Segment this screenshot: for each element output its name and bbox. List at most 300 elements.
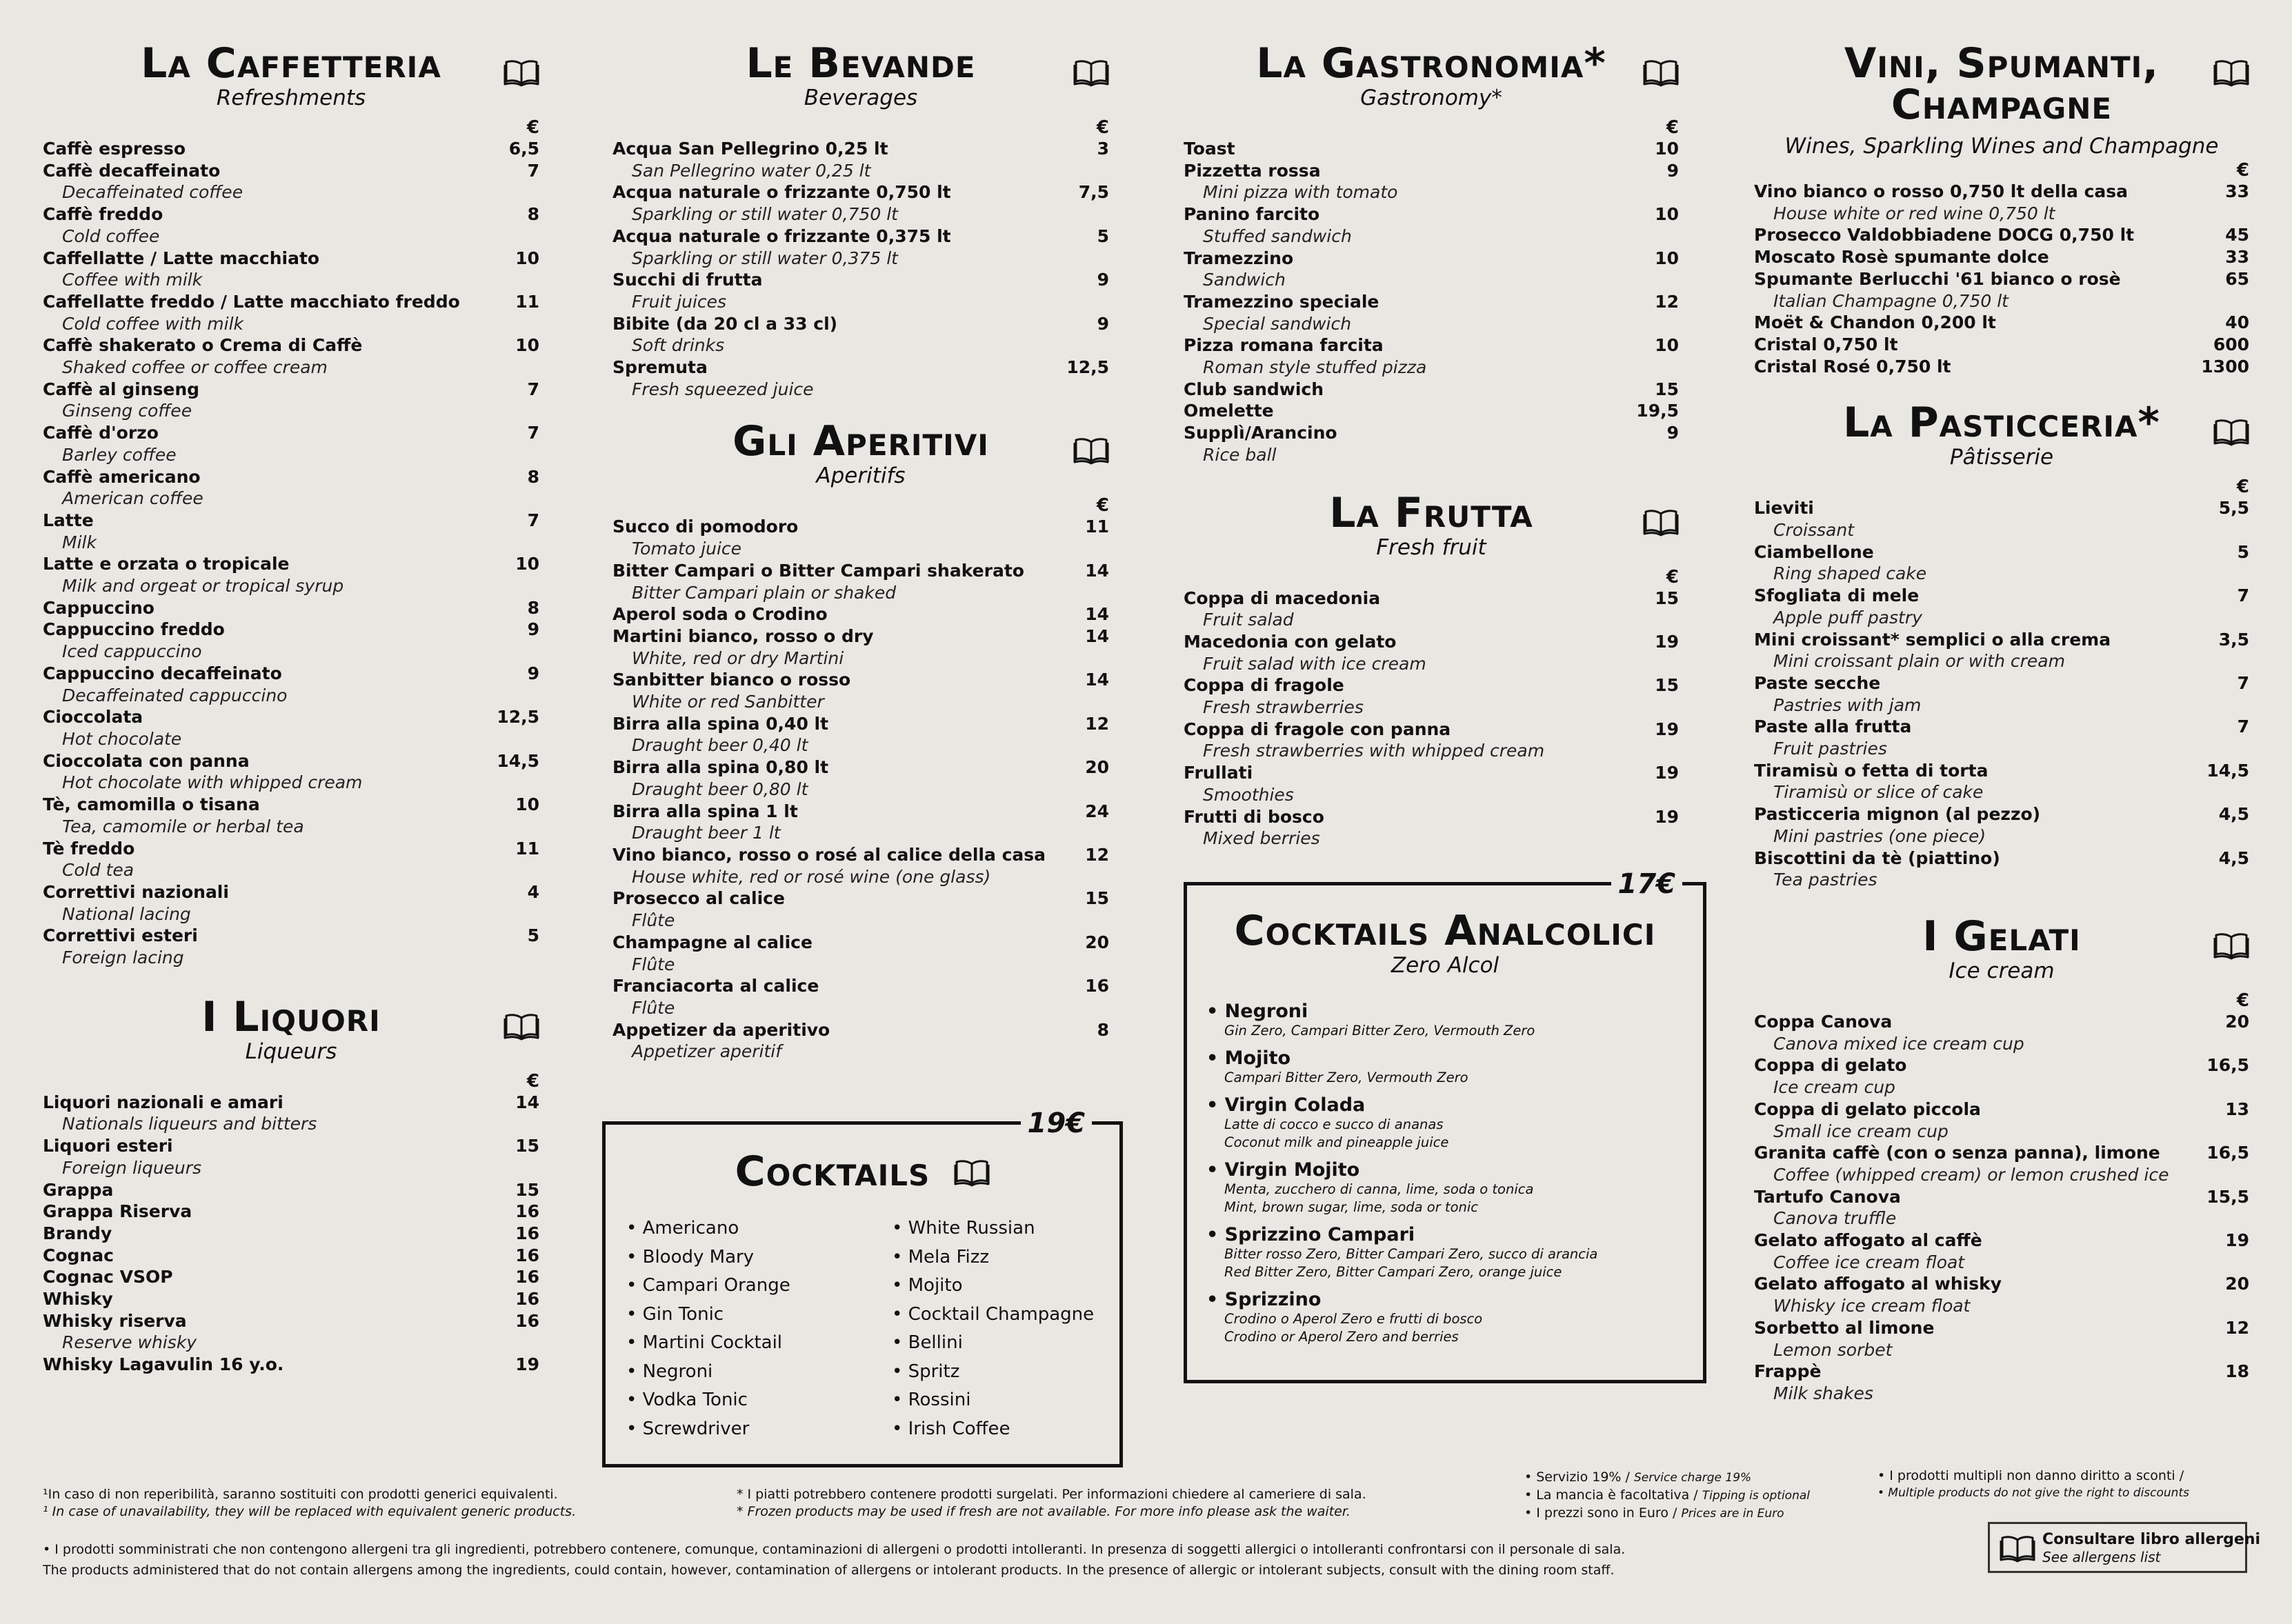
menu-item-row xyxy=(1754,334,2249,356)
cocktails-list-right xyxy=(892,1214,1094,1443)
menu-item-row xyxy=(43,160,539,182)
gelati-items xyxy=(1754,1011,2249,1405)
menu-item xyxy=(43,1092,539,1135)
menu-item-price: 12 xyxy=(1655,291,1679,312)
menu-item xyxy=(612,603,1109,625)
menu-item-name: Succhi di frutta xyxy=(612,270,763,290)
menu-item-price: 14,5 xyxy=(2206,760,2249,781)
menu-item-name: Frappè xyxy=(1754,1361,1822,1382)
prices-en: Prices are in Euro xyxy=(1681,1507,1784,1521)
menu-item-row xyxy=(43,750,539,772)
menu-item-name: Cognac VSOP xyxy=(43,1267,173,1287)
menu-item-name: Caffè d'orzo xyxy=(43,423,159,443)
menu-item-name: Pizza romana farcita xyxy=(1184,335,1384,356)
bevande-section xyxy=(612,0,1109,1063)
menu-item-name: Cognac xyxy=(43,1245,114,1265)
menu-item-translation: Italian Champagne 0,750 lt xyxy=(1773,290,2009,311)
footnote-frozen xyxy=(737,1486,1366,1521)
menu-item-price: 8 xyxy=(527,466,539,487)
menu-item-row xyxy=(43,553,539,575)
menu-item-translation: Foreign lacing xyxy=(62,948,184,968)
menu-item-row xyxy=(1754,1099,2249,1121)
menu-item xyxy=(43,1201,539,1223)
menu-item-price: 11 xyxy=(1085,517,1109,537)
na-cocktail-ingredients: Crodino o Aperol Zero e frutti di bosco xyxy=(1224,1311,1483,1327)
menu-item-row xyxy=(1754,312,2249,334)
menu-item xyxy=(43,379,539,422)
menu-item-price: 5 xyxy=(1097,225,1109,246)
menu-item-name: Biscottini da tè (piattino) xyxy=(1754,848,2000,868)
menu-item xyxy=(1184,203,1679,247)
menu-item xyxy=(612,357,1109,400)
menu-item xyxy=(612,313,1109,357)
menu-item-row xyxy=(1184,334,1679,357)
menu-item xyxy=(43,160,539,203)
allergen-book-icon[interactable] xyxy=(1643,58,1679,87)
menu-item xyxy=(43,466,539,510)
menu-item-row xyxy=(43,379,539,401)
menu-item-name: Tiramisù o fetta di torta xyxy=(1754,760,1989,781)
menu-item-row xyxy=(1754,1142,2249,1164)
menu-item-price: 12,5 xyxy=(497,707,539,728)
menu-item-row xyxy=(43,1288,539,1310)
section-subtitle: Beverages xyxy=(804,86,918,110)
menu-item-row xyxy=(43,1266,539,1288)
menu-item-row xyxy=(43,619,539,641)
currency-label: € xyxy=(2236,477,2249,498)
menu-item xyxy=(43,248,539,291)
menu-item-price: 10 xyxy=(515,794,539,815)
menu-item xyxy=(1754,716,2249,759)
menu-item xyxy=(1754,1317,2249,1361)
allergen-book-icon[interactable] xyxy=(954,1158,990,1187)
caffetteria-header xyxy=(43,39,539,112)
menu-item-row xyxy=(1184,806,1679,828)
na-cocktail-item xyxy=(1206,1290,1597,1346)
menu-item-row xyxy=(1754,181,2249,203)
menu-item-name: Paste alla frutta xyxy=(1754,716,1912,737)
allergen-book-icon[interactable] xyxy=(1643,508,1679,537)
menu-item-price: 10 xyxy=(1655,204,1679,225)
menu-item xyxy=(1754,1273,2249,1316)
menu-item xyxy=(1184,248,1679,291)
allergen-book-icon[interactable] xyxy=(2213,58,2249,87)
menu-item-row xyxy=(1754,1054,2249,1076)
menu-item-price: 12 xyxy=(1085,713,1109,734)
menu-item-row xyxy=(1754,848,2249,870)
menu-item-row xyxy=(1184,400,1679,422)
menu-item xyxy=(43,422,539,465)
cocktail-item: • Mela Fizz xyxy=(892,1246,990,1267)
menu-item-name: Birra alla spina 0,40 lt xyxy=(612,713,829,734)
pasticceria-items xyxy=(1754,497,2249,891)
discounts-en: • Multiple products do not give the right to discounts xyxy=(1877,1486,2189,1500)
menu-item-row xyxy=(43,466,539,488)
menu-item-price: 33 xyxy=(2225,247,2249,268)
menu-item-translation: Milk xyxy=(62,532,97,552)
menu-item-price: 19 xyxy=(1655,763,1679,783)
menu-item-price: 12 xyxy=(1085,844,1109,865)
menu-item-name: Moët & Chandon 0,200 lt xyxy=(1754,312,1996,333)
menu-item xyxy=(43,619,539,662)
menu-item-translation: Fruit pastries xyxy=(1773,739,1887,759)
menu-item-price: 14 xyxy=(1085,560,1109,581)
menu-item-name: Bibite (da 20 cl a 33 cl) xyxy=(612,313,838,334)
menu-item-price: 16 xyxy=(515,1289,539,1310)
menu-item-name: Cappuccino freddo xyxy=(43,619,225,640)
section-subtitle: Gastronomy* xyxy=(1360,86,1502,110)
menu-item-translation: Barley coffee xyxy=(62,444,177,465)
menu-item-row xyxy=(1754,1273,2249,1295)
cocktail-item: • Screwdriver xyxy=(626,1418,750,1439)
menu-item-translation: Bitter Campari plain or shaked xyxy=(632,582,897,603)
analcolici-price: 17€ xyxy=(1611,867,1683,901)
menu-item xyxy=(1184,138,1679,160)
menu-item xyxy=(1754,848,2249,891)
menu-item-translation: Coffee with milk xyxy=(62,270,203,290)
menu-item-translation: Flûte xyxy=(632,910,675,931)
menu-item-price: 16 xyxy=(515,1267,539,1287)
currency-label: € xyxy=(2236,160,2249,181)
menu-item-price: 19 xyxy=(515,1354,539,1375)
menu-item-row xyxy=(612,269,1109,291)
menu-item-price: 9 xyxy=(527,619,539,640)
section-title-line1: Vini, Spumanti, xyxy=(1844,39,2160,88)
menu-item-translation: Mini croissant plain or with cream xyxy=(1773,651,2065,672)
menu-item-translation: Coffee ice cream float xyxy=(1773,1252,1965,1272)
menu-item-row xyxy=(43,248,539,270)
menu-item-row xyxy=(612,801,1109,823)
menu-item-price: 14 xyxy=(1085,604,1109,625)
menu-item xyxy=(1184,719,1679,762)
menu-item-price: 7 xyxy=(2237,672,2249,693)
cocktail-item: • Martini Cocktail xyxy=(626,1332,783,1353)
allergen-book-icon[interactable] xyxy=(1073,58,1109,87)
allergen-book-icon[interactable] xyxy=(2213,417,2249,446)
menu-item-row xyxy=(1184,291,1679,313)
menu-item-name: Sanbitter bianco o rosso xyxy=(612,670,851,690)
cocktail-item: • Spritz xyxy=(892,1361,960,1382)
menu-item-translation: Whisky ice cream float xyxy=(1773,1296,1971,1316)
menu-item-price: 15 xyxy=(515,1136,539,1156)
menu-item-row xyxy=(1184,203,1679,225)
menu-item-translation: Croissant xyxy=(1773,520,1854,541)
na-cocktail-ingredients: Bitter rosso Zero, Bitter Campari Zero, succo di arancia xyxy=(1224,1246,1598,1262)
cocktail-item: • Irish Coffee xyxy=(892,1418,1010,1439)
currency-label: € xyxy=(1666,117,1679,138)
menu-item-price: 16 xyxy=(1085,976,1109,996)
menu-item xyxy=(612,181,1109,225)
menu-item-name: Acqua naturale o frizzante 0,750 lt xyxy=(612,182,951,203)
menu-item-row xyxy=(1754,716,2249,738)
menu-item xyxy=(43,838,539,881)
menu-item-row xyxy=(43,838,539,860)
menu-item xyxy=(1754,629,2249,672)
menu-item-translation: Mini pizza with tomato xyxy=(1203,182,1398,203)
service-charge-it: • Servizio 19% / xyxy=(1524,1470,1634,1485)
menu-item-price: 16,5 xyxy=(2206,1055,2249,1076)
menu-item xyxy=(43,1179,539,1201)
menu-item-row xyxy=(43,1223,539,1245)
footnote-unavailability xyxy=(43,1486,576,1521)
menu-item-row xyxy=(43,1354,539,1376)
menu-item-name: Frutti di bosco xyxy=(1184,806,1324,827)
menu-item-row xyxy=(612,844,1109,866)
menu-item xyxy=(612,516,1109,559)
menu-item-row xyxy=(1754,1186,2249,1208)
allergen-book-icon[interactable] xyxy=(504,1012,539,1041)
gelati-header xyxy=(1754,912,2249,985)
pasticceria-header xyxy=(1754,399,2249,471)
menu-item-name: Gelato affogato al caffè xyxy=(1754,1230,1982,1251)
menu-item-name: Tè, camomilla o tisana xyxy=(43,794,260,815)
menu-item-name: Toast xyxy=(1184,139,1235,159)
menu-item-price: 8 xyxy=(527,204,539,225)
caffetteria-items xyxy=(43,138,539,969)
menu-item xyxy=(612,888,1109,931)
menu-item-name: Appetizer da aperitivo xyxy=(612,1019,830,1040)
na-cocktail-name: • Mojito xyxy=(1206,1047,1291,1069)
menu-item-translation: Pastries with jam xyxy=(1773,694,1922,715)
menu-item-translation: Reserve whisky xyxy=(62,1332,197,1353)
menu-item-row xyxy=(1754,541,2249,563)
menu-item-row xyxy=(612,975,1109,997)
menu-item-price: 10 xyxy=(1655,335,1679,356)
menu-item-name: Succo di pomodoro xyxy=(612,517,799,537)
aperitivi-header xyxy=(612,417,1109,490)
menu-item-row xyxy=(612,313,1109,335)
menu-item xyxy=(1184,400,1679,422)
menu-item-price: 33 xyxy=(2225,181,2249,201)
menu-item-price: 7,5 xyxy=(1078,182,1109,203)
menu-item-price: 15 xyxy=(1655,675,1679,696)
menu-item-price: 14 xyxy=(1085,625,1109,646)
menu-item-translation: Cold coffee xyxy=(62,225,160,246)
section-title: Le Bevande xyxy=(746,39,976,88)
currency-label: € xyxy=(1096,117,1109,138)
menu-item xyxy=(43,1288,539,1310)
footnote-it: * I piatti potrebbero contenere prodotti surgelati. Per informazioni chiedere al cameriere di sala. xyxy=(737,1487,1366,1502)
menu-item xyxy=(1754,1230,2249,1273)
gastronomia-section xyxy=(1184,0,1679,850)
menu-item-name: Vino bianco o rosso 0,750 lt della casa xyxy=(1754,181,2129,201)
cocktails-box xyxy=(602,1107,1123,1467)
menu-item-name: Club sandwich xyxy=(1184,379,1324,399)
na-cocktail-ingredients: Gin Zero, Campari Bitter Zero, Vermouth Zero xyxy=(1224,1023,1535,1039)
analcolici-header xyxy=(1187,907,1703,979)
menu-item-name: Latte e orzata o tropicale xyxy=(43,554,290,574)
menu-item-translation: San Pellegrino water 0,25 lt xyxy=(632,160,871,181)
menu-item-price: 9 xyxy=(1666,423,1679,443)
menu-item-translation: White or red Sanbitter xyxy=(632,692,824,712)
menu-item-price: 10 xyxy=(515,248,539,268)
menu-item-price: 7 xyxy=(2237,585,2249,606)
menu-item xyxy=(43,203,539,247)
menu-item-price: 20 xyxy=(1085,757,1109,778)
menu-item-name: Champagne al calice xyxy=(612,932,813,952)
menu-item xyxy=(43,706,539,750)
menu-item xyxy=(612,560,1109,603)
menu-item xyxy=(612,1019,1109,1063)
footnote-service xyxy=(1524,1469,1810,1523)
currency-label: € xyxy=(526,1070,539,1092)
menu-item-name: Cioccolata con panna xyxy=(43,750,250,771)
menu-item-name: Whisky riserva xyxy=(43,1310,187,1331)
menu-item-name: Gelato affogato al whisky xyxy=(1754,1274,2002,1294)
menu-item-translation: Canova truffle xyxy=(1773,1208,1897,1229)
menu-item-name: Granita caffè (con o senza panna), limone xyxy=(1754,1143,2160,1163)
menu-item-name: Ciambellone xyxy=(1754,541,1874,562)
menu-item-row xyxy=(612,138,1109,160)
menu-item-name: Prosecco al calice xyxy=(612,888,785,909)
menu-item-translation: House white or red wine 0,750 lt xyxy=(1773,203,2055,223)
allergen-book-icon[interactable] xyxy=(1073,436,1109,465)
menu-item xyxy=(43,925,539,968)
menu-item-translation: Shaked coffee or coffee cream xyxy=(62,357,328,378)
menu-item-name: Caffè decaffeinato xyxy=(43,160,221,181)
menu-item-row xyxy=(612,181,1109,203)
liquori-header xyxy=(43,992,539,1065)
currency-label: € xyxy=(2236,990,2249,1011)
menu-item-translation: Fresh strawberries with whipped cream xyxy=(1203,741,1545,761)
menu-item xyxy=(1754,1186,2249,1230)
menu-item-row xyxy=(612,1019,1109,1041)
allergen-list-button[interactable] xyxy=(1988,1522,2261,1573)
na-cocktail-name: • Sprizzino Campari xyxy=(1206,1224,1415,1245)
menu-item xyxy=(612,669,1109,712)
menu-item-price: 5 xyxy=(2237,541,2249,562)
section-subtitle: Pâtisserie xyxy=(1949,445,2054,470)
menu-item-row xyxy=(1184,248,1679,270)
menu-item-row xyxy=(1184,762,1679,784)
menu-item-name: Frullati xyxy=(1184,763,1253,783)
menu-item-row xyxy=(1754,1011,2249,1033)
menu-item-name: Franciacorta al calice xyxy=(612,976,819,996)
menu-item-price: 15 xyxy=(515,1179,539,1200)
menu-item-price: 9 xyxy=(1666,160,1679,181)
menu-item xyxy=(43,881,539,925)
menu-item-translation: Decaffeinated cappuccino xyxy=(62,685,288,705)
menu-item-price: 16 xyxy=(515,1245,539,1265)
menu-item-row xyxy=(43,706,539,728)
cocktail-item: • Gin Tonic xyxy=(626,1303,724,1325)
menu-item-translation: Iced cappuccino xyxy=(62,641,202,662)
section-title: La Frutta xyxy=(1329,488,1533,537)
menu-item-row xyxy=(612,516,1109,538)
menu-item-translation: Fresh squeezed juice xyxy=(632,379,814,399)
menu-item-translation: Canova mixed ice cream cup xyxy=(1773,1033,2024,1054)
menu-item xyxy=(612,138,1109,181)
menu-item-price: 8 xyxy=(527,597,539,618)
menu-item-row xyxy=(612,888,1109,910)
menu-item-name: Martini bianco, rosso o dry xyxy=(612,625,874,646)
menu-item xyxy=(612,932,1109,975)
cocktail-item: • Negroni xyxy=(626,1361,713,1382)
menu-item-row xyxy=(1184,138,1679,160)
menu-item-price: 4,5 xyxy=(2218,804,2249,825)
allergen-button-title: Consultare libro allergeni xyxy=(2042,1531,2261,1548)
cocktail-item: • Rossini xyxy=(892,1390,971,1410)
menu-item-name: Sorbetto al limone xyxy=(1754,1317,1935,1338)
menu-item xyxy=(1184,762,1679,805)
menu-item-name: Tartufo Canova xyxy=(1754,1186,1901,1207)
aperitivi-items xyxy=(612,516,1109,1063)
menu-item-name: Latte xyxy=(43,510,94,530)
allergen-book-icon[interactable] xyxy=(504,58,539,87)
menu-item-price: 19 xyxy=(1655,719,1679,739)
menu-item-row xyxy=(43,1092,539,1114)
menu-item-translation: Appetizer aperitif xyxy=(632,1041,782,1062)
menu-item xyxy=(612,269,1109,312)
menu-item xyxy=(612,713,1109,756)
menu-item-name: Caffè shakerato o Crema di Caffè xyxy=(43,335,363,356)
menu-item-name: Spumante Berlucchi '61 bianco o rosè xyxy=(1754,268,2121,289)
menu-item-price: 3,5 xyxy=(2218,629,2249,650)
menu-item-translation: Sparkling or still water 0,750 lt xyxy=(632,204,898,225)
na-cocktail-name: • Sprizzino xyxy=(1206,1289,1322,1310)
menu-item-price: 3 xyxy=(1097,139,1109,159)
menu-item xyxy=(612,225,1109,269)
menu-item-row xyxy=(43,1245,539,1267)
analcolici-box xyxy=(1184,868,1706,1383)
menu-item-price: 16 xyxy=(515,1310,539,1331)
menu-item-row xyxy=(43,1201,539,1223)
menu-item-price: 10 xyxy=(515,335,539,356)
menu-item xyxy=(1754,541,2249,585)
allergen-book-icon[interactable] xyxy=(2213,931,2249,960)
menu-item-name: Correttivi nazionali xyxy=(43,881,229,902)
na-cocktail-ingredients: Red Bitter Zero, Bitter Campari Zero, orange juice xyxy=(1224,1264,1562,1280)
menu-item-price: 16 xyxy=(515,1223,539,1243)
menu-item-price: 7 xyxy=(527,379,539,399)
cocktail-item: • White Russian xyxy=(892,1218,1035,1239)
menu-item-name: Pasticceria mignon (al pezzo) xyxy=(1754,804,2041,825)
menu-item-price: 14 xyxy=(1085,670,1109,690)
menu-item-price: 7 xyxy=(527,510,539,530)
menu-item xyxy=(43,1354,539,1376)
na-cocktail-item xyxy=(1206,1095,1597,1152)
cocktails-header xyxy=(606,1147,1119,1196)
menu-item-name: Caffellatte freddo / Latte macchiato freddo xyxy=(43,291,460,312)
section-subtitle: Zero Alcol xyxy=(1391,953,1499,978)
allergen-button-subtitle: See allergens list xyxy=(2042,1549,2161,1565)
menu-item-row xyxy=(1754,497,2249,519)
menu-item xyxy=(43,1223,539,1245)
menu-item-translation: Draught beer 1 lt xyxy=(632,823,781,843)
allergen-book-icon xyxy=(2000,1534,2034,1563)
menu-item-row xyxy=(612,932,1109,954)
currency-label: € xyxy=(1666,566,1679,588)
menu-item-translation: White, red or dry Martini xyxy=(632,648,844,668)
menu-item-translation: Flûte xyxy=(632,954,675,974)
service-charge-en: Service charge 19% xyxy=(1633,1471,1752,1485)
menu-item-name: Correttivi esteri xyxy=(43,925,198,946)
menu-item-row xyxy=(43,597,539,619)
menu-item-translation: Draught beer 0,40 lt xyxy=(632,735,808,756)
cocktails-price: 19€ xyxy=(1021,1106,1093,1141)
section-title: Cocktails xyxy=(735,1147,930,1196)
menu-item-name: Caffè al ginseng xyxy=(43,379,200,399)
menu-item-row xyxy=(43,138,539,160)
cocktail-item: • Bellini xyxy=(892,1332,963,1353)
menu-item xyxy=(43,597,539,619)
gastronomia-header xyxy=(1184,39,1679,112)
cocktail-item: • Campari Orange xyxy=(626,1275,790,1296)
menu-item-name: Prosecco Valdobbiadene DOCG 0,750 lt xyxy=(1754,225,2135,245)
menu-item-name: Macedonia con gelato xyxy=(1184,631,1397,652)
footnote-discounts xyxy=(1877,1467,2189,1502)
na-cocktail-ingredients: Menta, zucchero di canna, lime, soda o tonica xyxy=(1224,1181,1534,1197)
